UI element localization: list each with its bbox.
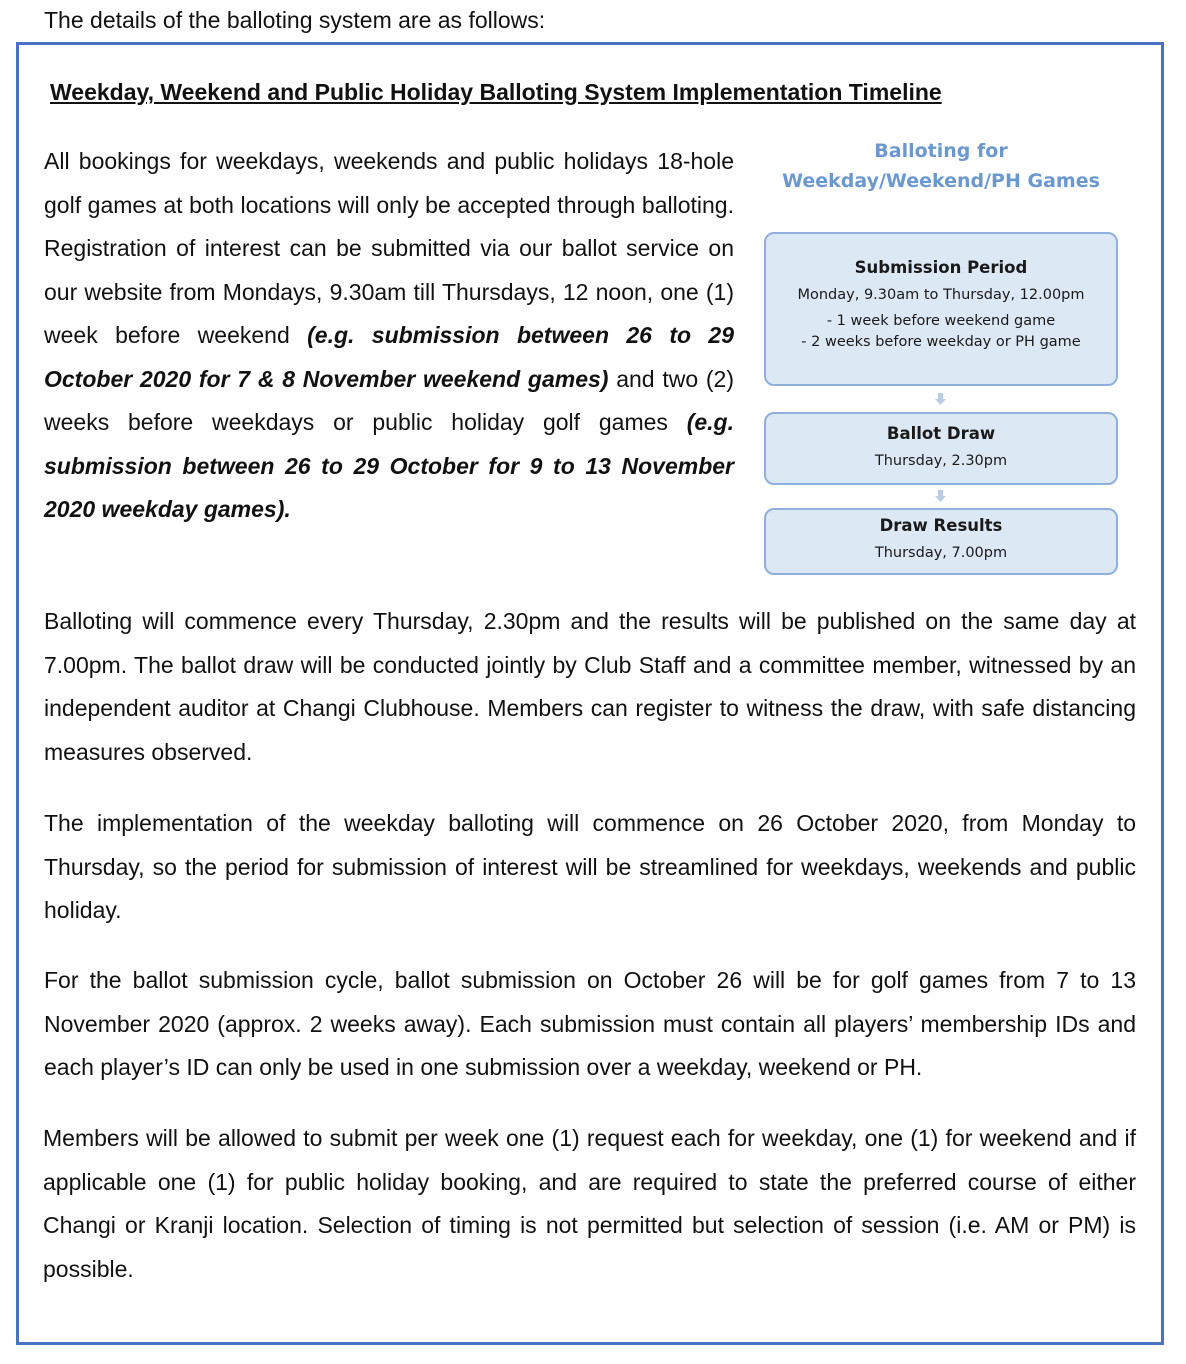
paragraph-balloting-schedule: Balloting will commence every Thursday, 2.30pm and the results will be published on the same day at 7.00pm. The ballot draw will be conducted jointly by Club Staff and a committee member, witnessed by an independent auditor at Changi Clubhouse. Members can register to witness the draw, with safe distancing measures observed. xyxy=(44,608,1136,765)
paragraph-bookings-part2: and two (2) weeks before weekdays or public holiday golf games xyxy=(44,365,734,435)
draw-results-box xyxy=(764,508,1118,575)
draw-results-time: Thursday, 7.00pm xyxy=(874,545,1008,561)
flowchart-title-line2: Weekday/Weekend/PH Games xyxy=(782,170,1100,192)
submission-period-title: Submission Period xyxy=(854,258,1028,277)
flowchart-title-line1: Balloting for xyxy=(874,140,1008,162)
ballot-draw-title: Ballot Draw xyxy=(886,424,996,443)
arrow-down-icon xyxy=(935,490,946,502)
submission-weekday-rule: - 2 weeks before weekday or PH game xyxy=(801,334,1081,350)
submission-period-box xyxy=(764,232,1118,386)
paragraph-bookings-part1: All bookings for weekdays, weekends and public holidays 18-hole golf games at both locations will only be accepted through balloting. Registration of interest can be submitted via our ballot service on our website from Mondays, 9.30am till Thursdays, 12 noon, one (1) week before weekend xyxy=(44,148,734,348)
paragraph-bookings xyxy=(44,140,734,532)
arrow-down-icon xyxy=(935,393,946,405)
weekday-example: (e.g. submission between 26 to 29 October for 9 to 13 November 2020 weekday games). xyxy=(44,409,734,522)
paragraph-submission-cycle: For the ballot submission cycle, ballot submission on October 26 will be for golf games from 7 to 13 November 2020 (approx. 2 weeks away). Each submission must contain all players’ membership IDs and each player’s ID can only be used in one submission over a weekday, weekend or PH. xyxy=(44,967,1136,1080)
paragraph-member-rules: Members will be allowed to submit per week one (1) request each for weekday, one (1) for weekend and if applicable one (1) for public holiday booking, and are required to state the preferred course of either Changi or Kranji location. Selection of timing is not permitted but selection of session (i.e. AM or PM) is possible. xyxy=(43,1125,1136,1282)
section-heading: Weekday, Weekend and Public Holiday Balloting System Implementation Timeline xyxy=(50,79,942,105)
ballot-draw-time: Thursday, 2.30pm xyxy=(874,453,1008,469)
ballot-draw-box xyxy=(764,412,1118,485)
paragraph-implementation: The implementation of the weekday balloting will commence on 26 October 2020, from Monday to Thursday, so the period for submission of interest will be streamlined for weekdays, weekends and public holiday. xyxy=(44,810,1136,923)
draw-results-title: Draw Results xyxy=(879,516,1003,535)
submission-weekend-rule: - 1 week before weekend game xyxy=(826,313,1056,329)
submission-period-time: Monday, 9.30am to Thursday, 12.00pm xyxy=(797,287,1085,303)
weekend-example: (e.g. submission between 26 to 29 October 2020 for 7 & 8 November weekend games) xyxy=(44,322,734,392)
flowchart-title xyxy=(764,136,1118,196)
intro-text: The details of the balloting system are as follows: xyxy=(44,7,546,33)
